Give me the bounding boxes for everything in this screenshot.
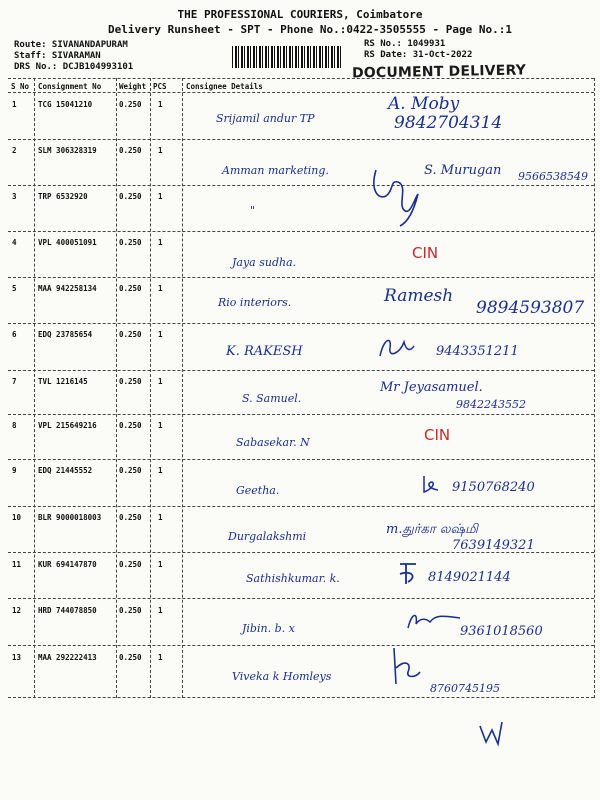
row-6-consignee: K. RAKESH [226, 344, 303, 359]
row-10-phone: 7639149321 [452, 538, 535, 553]
row-3-consignment: TRP 6532920 [38, 192, 88, 201]
row-1-consignment: TCG 15041210 [38, 100, 93, 109]
row-9-phone: 9150768240 [452, 480, 535, 495]
row-9-signature [418, 474, 442, 496]
row-3-sno: 3 [12, 192, 17, 201]
row-9-sno: 9 [12, 466, 17, 475]
row-12-signature [404, 610, 464, 632]
rs-date: RS Date: 31-Oct-2022 [364, 50, 473, 60]
row-10-sno: 10 [12, 513, 22, 522]
row-4-weight: 0.250 [119, 238, 142, 247]
row-5-sno: 5 [12, 284, 17, 293]
row-13-weight: 0.250 [119, 653, 142, 662]
row-2-receiver: S. Murugan [424, 163, 502, 178]
drs-number: DRS No.: DCJB104993101 [14, 62, 134, 72]
row-10-consignment: BLR 9000018003 [38, 513, 102, 522]
row-1-sno: 1 [12, 100, 17, 109]
row-13-signature [388, 644, 424, 690]
row-3-weight: 0.250 [119, 192, 142, 201]
row-13-sno: 13 [12, 653, 22, 662]
footer-signature [476, 718, 506, 748]
row-5-phone: 9894593807 [476, 298, 585, 318]
row-7-phone: 9842243552 [456, 398, 526, 411]
row-8-sno: 8 [12, 421, 17, 430]
row-8-cin-mark: CIN [424, 426, 451, 444]
barcode [232, 46, 342, 68]
row-9-pcs: 1 [158, 466, 163, 475]
row-2-consignee: Amman marketing. [222, 164, 329, 177]
row-10-pcs: 1 [158, 513, 163, 522]
row-5-consignment: MAA 942258134 [38, 284, 97, 293]
row-6-signature [376, 332, 416, 362]
row-13-pcs: 1 [158, 653, 163, 662]
row-12-pcs: 1 [158, 606, 163, 615]
col-header-weight: Weight [119, 82, 147, 91]
row-11-pcs: 1 [158, 560, 163, 569]
row-9-consignee: Geetha. [236, 484, 280, 497]
row-7-weight: 0.250 [119, 377, 142, 386]
col-header-consignee: Consignee Details [186, 82, 263, 91]
row-13-consignment: MAA 292222413 [38, 653, 97, 662]
row-6-pcs: 1 [158, 330, 163, 339]
row-11-signature [396, 560, 422, 588]
route-label: Route: SIVANANDAPURAM [14, 40, 128, 50]
row-1-pcs: 1 [158, 100, 163, 109]
row-7-pcs: 1 [158, 377, 163, 386]
col-header-consignment: Consignment No [38, 82, 102, 91]
row-2-3-signature [368, 160, 428, 230]
row-11-weight: 0.250 [119, 560, 142, 569]
row-8-weight: 0.250 [119, 421, 142, 430]
rs-number: RS No.: 1049931 [364, 39, 446, 49]
row-1-phone: 9842704314 [394, 113, 503, 133]
staff-label: Staff: SIVARAMAN [14, 51, 101, 61]
row-7-consignee: S. Samuel. [242, 392, 302, 405]
row-2-pcs: 1 [158, 146, 163, 155]
row-4-consignee: Jaya sudha. [232, 256, 297, 269]
row-11-consignee: Sathishkumar. k. [246, 572, 340, 585]
runsheet-subtitle: Delivery Runsheet - SPT - Phone No.:0422-3505555 - Page No.:1 [108, 23, 512, 36]
row-3-consignee: " [250, 204, 256, 217]
row-5-receiver: Ramesh [384, 286, 454, 306]
row-12-phone: 9361018560 [460, 624, 543, 639]
row-6-consignment: EDQ 23785654 [38, 330, 93, 339]
row-12-weight: 0.250 [119, 606, 142, 615]
row-4-pcs: 1 [158, 238, 163, 247]
row-10-receiver: m.துர்கா லஷ்மி [386, 522, 478, 537]
row-3-pcs: 1 [158, 192, 163, 201]
row-2-sno: 2 [12, 146, 17, 155]
row-1-weight: 0.250 [119, 100, 142, 109]
row-11-consignment: KUR 694147870 [38, 560, 97, 569]
row-11-sno: 11 [12, 560, 22, 569]
row-8-consignment: VPL 215649216 [38, 421, 97, 430]
row-2-consignment: SLM 306328319 [38, 146, 97, 155]
col-header-sno: S No [11, 82, 30, 91]
row-6-phone: 9443351211 [436, 344, 519, 359]
row-6-sno: 6 [12, 330, 17, 339]
row-7-sno: 7 [12, 377, 17, 386]
row-5-consignee: Rio interiors. [218, 296, 292, 309]
row-13-phone: 8760745195 [430, 682, 500, 695]
row-9-consignment: EDQ 21445552 [38, 466, 93, 475]
row-12-consignee: Jibin. b. x [242, 622, 295, 635]
row-8-consignee: Sabasekar. N [236, 436, 310, 449]
row-2-phone: 9566538549 [518, 170, 588, 183]
row-1-receiver: A. Moby [388, 94, 460, 114]
row-6-weight: 0.250 [119, 330, 142, 339]
document-title: THE PROFESSIONAL COURIERS, Coimbatore [177, 8, 423, 21]
row-2-weight: 0.250 [119, 146, 142, 155]
row-10-weight: 0.250 [119, 513, 142, 522]
row-13-consignee: Viveka k Homleys [232, 670, 332, 683]
col-header-pcs: PCS [153, 82, 167, 91]
document-delivery-stamp: DOCUMENT DELIVERY [351, 62, 527, 82]
row-5-pcs: 1 [158, 284, 163, 293]
row-4-cin-mark: CIN [412, 244, 439, 262]
row-8-pcs: 1 [158, 421, 163, 430]
row-12-consignment: HRD 744078850 [38, 606, 97, 615]
row-1-consignee: Srijamil andur TP [216, 112, 315, 125]
row-5-weight: 0.250 [119, 284, 142, 293]
row-7-consignment: TVL 1216145 [38, 377, 88, 386]
row-7-receiver: Mr Jeyasamuel. [380, 380, 483, 395]
row-10-consignee: Durgalakshmi [228, 530, 307, 543]
row-4-sno: 4 [12, 238, 17, 247]
row-12-sno: 12 [12, 606, 22, 615]
row-11-phone: 8149021144 [428, 570, 511, 585]
row-4-consignment: VPL 400051091 [38, 238, 97, 247]
row-9-weight: 0.250 [119, 466, 142, 475]
